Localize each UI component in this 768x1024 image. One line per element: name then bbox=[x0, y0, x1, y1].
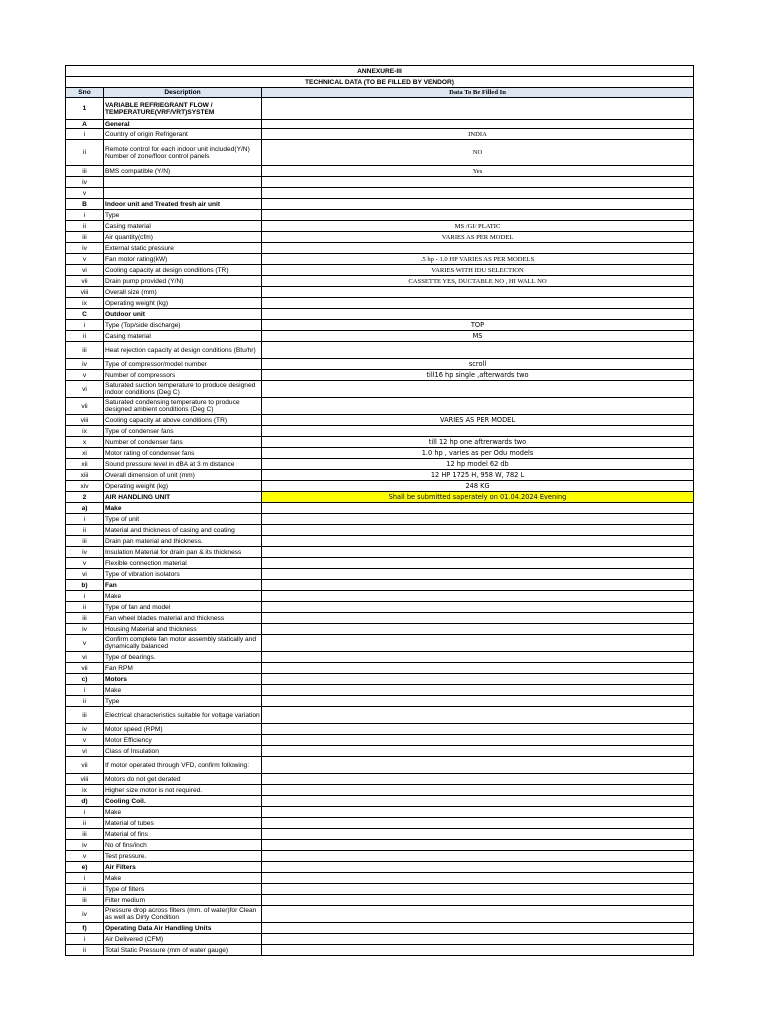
row-sno: v bbox=[66, 851, 104, 862]
row-data-value[interactable]: VARIES WITH IDU SELECTION bbox=[262, 265, 694, 276]
row-sno: i bbox=[66, 320, 104, 331]
row-data-value[interactable] bbox=[262, 210, 694, 221]
row-description: Motor rating of condenser fans bbox=[104, 448, 262, 459]
row-description: Operating weight (kg) bbox=[104, 298, 262, 309]
row-description: Make bbox=[104, 503, 262, 514]
row-data-value[interactable] bbox=[262, 674, 694, 685]
table-row bbox=[66, 459, 694, 470]
row-description: Number of condenser fans bbox=[104, 437, 262, 448]
row-data-value[interactable] bbox=[262, 514, 694, 525]
row-sno: i bbox=[66, 873, 104, 884]
table-row bbox=[66, 945, 694, 956]
row-sno: ii bbox=[66, 696, 104, 707]
row-sno: i bbox=[66, 685, 104, 696]
table-row bbox=[66, 591, 694, 602]
row-data-value[interactable] bbox=[262, 923, 694, 934]
row-description: Higher size motor is not required. bbox=[104, 785, 262, 796]
header-description: Description bbox=[104, 88, 262, 98]
table-row bbox=[66, 796, 694, 807]
row-description: Fan motor rating(kW) bbox=[104, 254, 262, 265]
row-sno: v bbox=[66, 735, 104, 746]
table-row bbox=[66, 525, 694, 536]
row-description: Outdoor unit bbox=[104, 309, 262, 320]
table-row bbox=[66, 602, 694, 613]
row-sno: f) bbox=[66, 923, 104, 934]
row-sno: iii bbox=[66, 342, 104, 359]
row-description: Saturated condensing temperature to produce designed ambient conditions (Deg C) bbox=[104, 398, 262, 415]
table-row bbox=[66, 851, 694, 862]
row-description: External static pressure bbox=[104, 243, 262, 254]
row-data-value[interactable] bbox=[262, 724, 694, 735]
row-data-value[interactable]: MS bbox=[262, 331, 694, 342]
table-row bbox=[66, 243, 694, 254]
row-data-value[interactable] bbox=[262, 635, 694, 652]
table-row bbox=[66, 287, 694, 298]
row-data-value[interactable]: Yes bbox=[262, 166, 694, 177]
row-sno: xiii bbox=[66, 470, 104, 481]
row-description: Fan wheel blades material and thickness bbox=[104, 613, 262, 624]
row-description: Make bbox=[104, 873, 262, 884]
table-row bbox=[66, 276, 694, 287]
title-row bbox=[66, 77, 694, 88]
row-sno: d) bbox=[66, 796, 104, 807]
row-data-value[interactable] bbox=[262, 840, 694, 851]
table-row bbox=[66, 298, 694, 309]
row-description: Type bbox=[104, 696, 262, 707]
row-data-value[interactable] bbox=[262, 624, 694, 635]
row-data-value[interactable] bbox=[262, 818, 694, 829]
row-description: General bbox=[104, 120, 262, 129]
row-data-value[interactable] bbox=[262, 342, 694, 359]
row-data-value[interactable] bbox=[262, 309, 694, 320]
table-row bbox=[66, 696, 694, 707]
row-description: No of fins/inch bbox=[104, 840, 262, 851]
row-sno: ii bbox=[66, 818, 104, 829]
row-description: Motor speed (RPM) bbox=[104, 724, 262, 735]
row-data-value[interactable] bbox=[262, 895, 694, 906]
row-data-value[interactable] bbox=[262, 696, 694, 707]
row-sno: vii bbox=[66, 663, 104, 674]
row-data-value[interactable] bbox=[262, 199, 694, 210]
row-description: Casing material bbox=[104, 331, 262, 342]
row-data-value[interactable] bbox=[262, 884, 694, 895]
row-data-value[interactable] bbox=[262, 796, 694, 807]
row-sno: A bbox=[66, 120, 104, 129]
row-description: Type of vibration isolators bbox=[104, 569, 262, 580]
row-sno: i bbox=[66, 934, 104, 945]
row-sno: i bbox=[66, 591, 104, 602]
row-data-value[interactable]: NO bbox=[262, 140, 694, 166]
row-data-value[interactable] bbox=[262, 98, 694, 120]
row-data-value[interactable] bbox=[262, 536, 694, 547]
table-row bbox=[66, 536, 694, 547]
row-description: Operating weight (kg) bbox=[104, 481, 262, 492]
row-description: Filter medium bbox=[104, 895, 262, 906]
row-data-value[interactable] bbox=[262, 188, 694, 199]
row-sno: iii bbox=[66, 536, 104, 547]
row-data-value[interactable] bbox=[262, 785, 694, 796]
row-description: Casing material bbox=[104, 221, 262, 232]
row-data-value[interactable]: scroll bbox=[262, 359, 694, 370]
row-sno: v bbox=[66, 558, 104, 569]
row-sno: viii bbox=[66, 774, 104, 785]
row-data-value[interactable]: 12 HP 1725 H, 958 W, 782 L bbox=[262, 470, 694, 481]
table-row bbox=[66, 398, 694, 415]
row-data-value[interactable] bbox=[262, 851, 694, 862]
row-data-value[interactable]: .5 hp - 1.0 HP VARIES AS PER MODELS bbox=[262, 254, 694, 265]
table-row bbox=[66, 735, 694, 746]
row-data-value[interactable] bbox=[262, 580, 694, 591]
header-sno: Sno bbox=[66, 88, 104, 98]
row-sno: v bbox=[66, 188, 104, 199]
table-row bbox=[66, 674, 694, 685]
annexure-row bbox=[66, 66, 694, 77]
row-data-value[interactable]: MS /GI/ PLATIC bbox=[262, 221, 694, 232]
row-data-value[interactable] bbox=[262, 707, 694, 724]
row-sno: ii bbox=[66, 331, 104, 342]
row-sno: iv bbox=[66, 624, 104, 635]
row-sno: vii bbox=[66, 398, 104, 415]
row-data-value[interactable]: till 12 hp one aftrerwards two bbox=[262, 437, 694, 448]
row-description: Overall size (mm) bbox=[104, 287, 262, 298]
table-row bbox=[66, 129, 694, 140]
row-sno: iv bbox=[66, 840, 104, 851]
row-data-value[interactable] bbox=[262, 558, 694, 569]
row-description: Operating Data Air Handling Units bbox=[104, 923, 262, 934]
row-description: Make bbox=[104, 685, 262, 696]
row-data-value[interactable] bbox=[262, 287, 694, 298]
row-description: Housing Material and thickness bbox=[104, 624, 262, 635]
row-sno: v bbox=[66, 254, 104, 265]
row-sno: ii bbox=[66, 602, 104, 613]
row-description: VARIABLE REFRIEGRANT FLOW / TEMPERATURE(VRF/VRT)SYSTEM bbox=[104, 98, 262, 120]
table-row bbox=[66, 873, 694, 884]
row-data-value[interactable] bbox=[262, 398, 694, 415]
row-sno: ix bbox=[66, 298, 104, 309]
table-row bbox=[66, 663, 694, 674]
table-row bbox=[66, 437, 694, 448]
row-data-value[interactable] bbox=[262, 934, 694, 945]
row-data-value[interactable]: CASSETTE YES, DUCTABLE NO , HI WALL NO bbox=[262, 276, 694, 287]
row-data-value[interactable]: 12 hp model 62 db bbox=[262, 459, 694, 470]
row-data-value[interactable] bbox=[262, 746, 694, 757]
row-description: Type bbox=[104, 210, 262, 221]
row-sno: vi bbox=[66, 265, 104, 276]
header-data: Data To Be Filled In bbox=[262, 88, 694, 98]
row-sno: 2 bbox=[66, 492, 104, 503]
row-sno: v bbox=[66, 370, 104, 381]
table-row bbox=[66, 746, 694, 757]
table-row bbox=[66, 635, 694, 652]
table-row bbox=[66, 785, 694, 796]
row-sno: c) bbox=[66, 674, 104, 685]
row-description: Material of tubes bbox=[104, 818, 262, 829]
row-data-value[interactable] bbox=[262, 602, 694, 613]
row-sno: xi bbox=[66, 448, 104, 459]
table-row bbox=[66, 140, 694, 166]
row-sno: ii bbox=[66, 525, 104, 536]
row-description: Saturated suction temperature to produce designed indoor conditions (Deg C) bbox=[104, 381, 262, 398]
row-sno: iii bbox=[66, 829, 104, 840]
row-description: Type of condenser fans bbox=[104, 426, 262, 437]
row-description: Cooling capacity at above conditions (TR) bbox=[104, 415, 262, 426]
row-sno: iii bbox=[66, 707, 104, 724]
row-sno: ix bbox=[66, 426, 104, 437]
row-sno: ii bbox=[66, 945, 104, 956]
row-data-value[interactable] bbox=[262, 298, 694, 309]
row-sno: ii bbox=[66, 221, 104, 232]
row-description: Type of unit bbox=[104, 514, 262, 525]
row-sno: e) bbox=[66, 862, 104, 873]
row-sno: iv bbox=[66, 906, 104, 923]
table-row bbox=[66, 558, 694, 569]
row-description: Fan bbox=[104, 580, 262, 591]
table-row bbox=[66, 569, 694, 580]
row-description: BMS compatible (Y/N) bbox=[104, 166, 262, 177]
row-data-value[interactable] bbox=[262, 381, 694, 398]
table-row bbox=[66, 381, 694, 398]
table-row bbox=[66, 580, 694, 591]
row-data-value[interactable] bbox=[262, 862, 694, 873]
table-row bbox=[66, 166, 694, 177]
row-data-value[interactable] bbox=[262, 525, 694, 536]
table-row bbox=[66, 923, 694, 934]
row-data-value[interactable] bbox=[262, 243, 694, 254]
row-sno: iii bbox=[66, 166, 104, 177]
table-row bbox=[66, 232, 694, 243]
table-row bbox=[66, 895, 694, 906]
row-data-value[interactable] bbox=[262, 177, 694, 188]
row-description: Insulation Material for drain pan & its thickness bbox=[104, 547, 262, 558]
table-row bbox=[66, 862, 694, 873]
table-row bbox=[66, 707, 694, 724]
row-description: Confirm complete fan motor assembly statically and dynamically balanced bbox=[104, 635, 262, 652]
row-description: Sound pressure level in dBA at 3 m distance bbox=[104, 459, 262, 470]
row-sno: ii bbox=[66, 884, 104, 895]
table-row bbox=[66, 265, 694, 276]
row-sno: xii bbox=[66, 459, 104, 470]
table-row bbox=[66, 757, 694, 774]
row-description: Make bbox=[104, 807, 262, 818]
row-data-value[interactable] bbox=[262, 945, 694, 956]
row-data-value[interactable] bbox=[262, 685, 694, 696]
row-sno: iv bbox=[66, 724, 104, 735]
row-description: Type (Top/side discharge) bbox=[104, 320, 262, 331]
row-sno: iv bbox=[66, 243, 104, 254]
annexure-label: ANNEXURE-III bbox=[66, 66, 694, 77]
row-data-value[interactable]: 1.0 hp , varies as per Odu models bbox=[262, 448, 694, 459]
header-row bbox=[66, 88, 694, 98]
table-row bbox=[66, 906, 694, 923]
row-description: Test pressure. bbox=[104, 851, 262, 862]
row-sno: iv bbox=[66, 547, 104, 558]
row-description: Type of compressor/model number bbox=[104, 359, 262, 370]
row-sno: x bbox=[66, 437, 104, 448]
table-row bbox=[66, 342, 694, 359]
table-row bbox=[66, 840, 694, 851]
row-data-value[interactable]: INDIA bbox=[262, 129, 694, 140]
table-row bbox=[66, 652, 694, 663]
row-description bbox=[104, 188, 262, 199]
row-sno: viii bbox=[66, 287, 104, 298]
table-title: TECHNICAL DATA (TO BE FILLED BY VENDOR) bbox=[66, 77, 694, 88]
row-description: Type of filters bbox=[104, 884, 262, 895]
row-data-value[interactable] bbox=[262, 757, 694, 774]
row-sno: vii bbox=[66, 276, 104, 287]
row-sno: v bbox=[66, 635, 104, 652]
row-description: Indoor unit and Treated fresh air unit bbox=[104, 199, 262, 210]
table-row bbox=[66, 359, 694, 370]
row-data-value[interactable]: VARIES AS PER MODEL bbox=[262, 415, 694, 426]
row-description: Overall dimension of unit (mm) bbox=[104, 470, 262, 481]
row-description: Material and thickness of casing and coating bbox=[104, 525, 262, 536]
row-sno: iv bbox=[66, 359, 104, 370]
table-row bbox=[66, 331, 694, 342]
row-sno: i bbox=[66, 210, 104, 221]
row-description: Pressure drop across filters (mm. of water)for Clean as well as Dirty Condition bbox=[104, 906, 262, 923]
row-description: Electrical characteristics suitable for voltage variation bbox=[104, 707, 262, 724]
table-row bbox=[66, 547, 694, 558]
row-data-value[interactable]: till16 hp single ,afterwards two bbox=[262, 370, 694, 381]
row-description: Motor Efficiency bbox=[104, 735, 262, 746]
table-row bbox=[66, 199, 694, 210]
row-data-value[interactable] bbox=[262, 120, 694, 129]
row-sno: B bbox=[66, 199, 104, 210]
row-description: AIR HANDLING UNIT bbox=[104, 492, 262, 503]
table-row bbox=[66, 448, 694, 459]
row-description: Motors bbox=[104, 674, 262, 685]
row-sno: a) bbox=[66, 503, 104, 514]
row-description: Cooling capacity at design conditions (TR) bbox=[104, 265, 262, 276]
row-data-value[interactable] bbox=[262, 569, 694, 580]
table-row bbox=[66, 724, 694, 735]
table-row bbox=[66, 120, 694, 129]
row-data-value[interactable] bbox=[262, 652, 694, 663]
row-description: Class of Insulation bbox=[104, 746, 262, 757]
row-data-value[interactable] bbox=[262, 906, 694, 923]
table-row bbox=[66, 503, 694, 514]
row-sno: ii bbox=[66, 140, 104, 166]
row-data-value[interactable] bbox=[262, 873, 694, 884]
row-description: Type of fan and model bbox=[104, 602, 262, 613]
table-row bbox=[66, 884, 694, 895]
table-row bbox=[66, 818, 694, 829]
table-row bbox=[66, 613, 694, 624]
row-sno: 1 bbox=[66, 98, 104, 120]
table-row bbox=[66, 470, 694, 481]
row-description: Heat rejection capacity at design conditions (Btu/hr) bbox=[104, 342, 262, 359]
table-row bbox=[66, 210, 694, 221]
row-data-value[interactable] bbox=[262, 591, 694, 602]
row-description: Flexible connection material bbox=[104, 558, 262, 569]
row-sno: xiv bbox=[66, 481, 104, 492]
row-data-value[interactable]: VARIES AS PER MODEL bbox=[262, 232, 694, 243]
table-row bbox=[66, 415, 694, 426]
row-description: If motor operated through VFD, confirm following: bbox=[104, 757, 262, 774]
table-row bbox=[66, 426, 694, 437]
row-data-value[interactable] bbox=[262, 829, 694, 840]
row-description: Make bbox=[104, 591, 262, 602]
table-row bbox=[66, 829, 694, 840]
row-data-value[interactable] bbox=[262, 426, 694, 437]
row-data-value[interactable] bbox=[262, 613, 694, 624]
row-description: Drain pan material and thickness. bbox=[104, 536, 262, 547]
table-row bbox=[66, 514, 694, 525]
row-sno: viii bbox=[66, 415, 104, 426]
row-data-value[interactable]: TOP bbox=[262, 320, 694, 331]
table-row bbox=[66, 188, 694, 199]
table-row bbox=[66, 685, 694, 696]
row-sno: vi bbox=[66, 746, 104, 757]
row-description: Air quantity(cfm) bbox=[104, 232, 262, 243]
table-row bbox=[66, 98, 694, 120]
table-row bbox=[66, 309, 694, 320]
table-row bbox=[66, 934, 694, 945]
row-description: Material of fins bbox=[104, 829, 262, 840]
row-description: Cooling Coil. bbox=[104, 796, 262, 807]
row-description: Fan RPM bbox=[104, 663, 262, 674]
row-description: Country of origin Refrigerant bbox=[104, 129, 262, 140]
row-data-value[interactable] bbox=[262, 503, 694, 514]
row-data-value[interactable]: Shall be submitted saperately on 01.04.2024 Evening bbox=[262, 492, 694, 503]
table-row bbox=[66, 624, 694, 635]
row-description: Type of bearings. bbox=[104, 652, 262, 663]
row-sno: C bbox=[66, 309, 104, 320]
row-description: Air Delivered (CFM) bbox=[104, 934, 262, 945]
table-row bbox=[66, 492, 694, 503]
row-sno: iii bbox=[66, 232, 104, 243]
row-sno: vi bbox=[66, 652, 104, 663]
table-row bbox=[66, 221, 694, 232]
row-data-value[interactable] bbox=[262, 735, 694, 746]
row-data-value[interactable] bbox=[262, 774, 694, 785]
row-data-value[interactable] bbox=[262, 547, 694, 558]
row-description: Number of compressors bbox=[104, 370, 262, 381]
row-sno: i bbox=[66, 807, 104, 818]
row-sno: i bbox=[66, 129, 104, 140]
row-description bbox=[104, 177, 262, 188]
table-row bbox=[66, 481, 694, 492]
technical-data-table bbox=[65, 65, 694, 956]
table-row bbox=[66, 370, 694, 381]
row-data-value[interactable]: 248 KG bbox=[262, 481, 694, 492]
table-row bbox=[66, 177, 694, 188]
row-description: Air Filters bbox=[104, 862, 262, 873]
table-row bbox=[66, 774, 694, 785]
table-row bbox=[66, 254, 694, 265]
row-sno: ix bbox=[66, 785, 104, 796]
row-sno: iii bbox=[66, 613, 104, 624]
row-description: Total Static Pressure (mm of water gauge) bbox=[104, 945, 262, 956]
row-description: Remote control for each indoor unit included(Y/N) Number of zone/floor control panels bbox=[104, 140, 262, 166]
row-sno: iii bbox=[66, 895, 104, 906]
row-data-value[interactable] bbox=[262, 663, 694, 674]
row-sno: vii bbox=[66, 757, 104, 774]
row-data-value[interactable] bbox=[262, 807, 694, 818]
row-sno: vi bbox=[66, 569, 104, 580]
table-row bbox=[66, 807, 694, 818]
row-description: Motors do not get derated bbox=[104, 774, 262, 785]
row-sno: b) bbox=[66, 580, 104, 591]
table-row bbox=[66, 320, 694, 331]
row-description: Drain pump provided (Y/N) bbox=[104, 276, 262, 287]
row-sno: i bbox=[66, 514, 104, 525]
row-sno: vi bbox=[66, 381, 104, 398]
row-sno: iv bbox=[66, 177, 104, 188]
